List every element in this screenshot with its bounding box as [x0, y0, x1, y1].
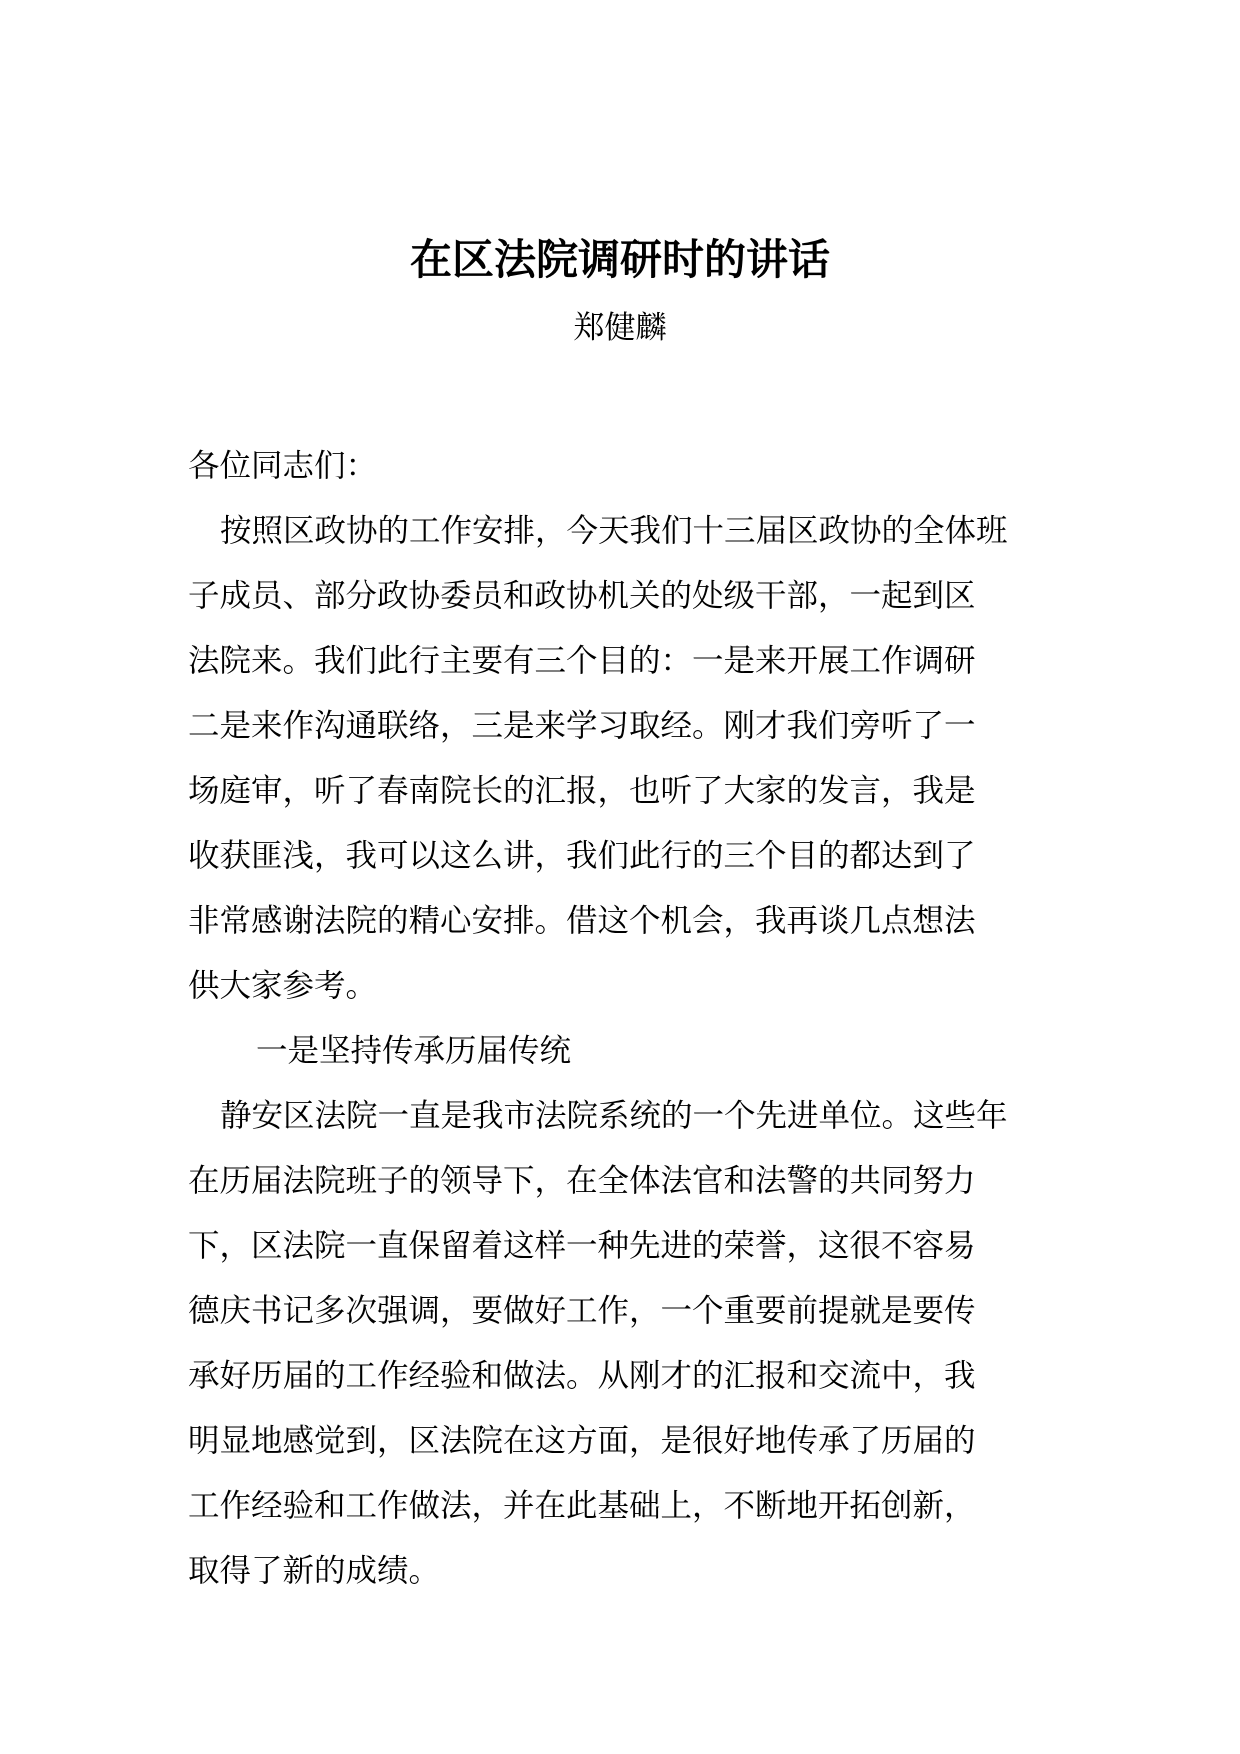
section-heading: 一是坚持传承历届传统	[256, 1033, 572, 1069]
salutation: 各位同志们：	[188, 448, 378, 484]
paragraph-2	[188, 1084, 1068, 1604]
paragraph-line: 非常感谢法院的精心安排。借这个机会，我再谈几点想法	[188, 903, 976, 939]
paragraph-line: 按照区政协的工作安排，今天我们十三届区政协的全体班	[220, 513, 1008, 549]
paragraph-line: 在历届法院班子的领导下，在全体法官和法警的共同努力	[188, 1163, 976, 1199]
document-author: 郑健麟	[573, 310, 667, 346]
paragraph-line: 二是来作沟通联络，三是来学习取经。刚才我们旁听了一	[188, 708, 976, 744]
paragraph-line: 工作经验和工作做法，并在此基础上，不断地开拓创新，	[188, 1488, 976, 1524]
paragraph-line: 承好历届的工作经验和做法。从刚才的汇报和交流中，我	[188, 1358, 976, 1394]
paragraph-line: 下，区法院一直保留着这样一种先进的荣誉，这很不容易	[188, 1228, 976, 1264]
paragraph-1	[188, 499, 1068, 1019]
paragraph-line: 取得了新的成绩。	[188, 1553, 441, 1589]
document-title: 在区法院调研时的讲话	[409, 235, 830, 284]
paragraph-line: 静安区法院一直是我市法院系统的一个先进单位。这些年	[220, 1098, 1008, 1134]
paragraph-line: 德庆书记多次强调，要做好工作，一个重要前提就是要传	[188, 1293, 976, 1329]
paragraph-line: 子成员、部分政协委员和政协机关的处级干部，一起到区	[188, 578, 976, 614]
paragraph-line: 收获匪浅，我可以这么讲，我们此行的三个目的都达到了	[188, 838, 976, 874]
paragraph-line: 供大家参考。	[188, 968, 378, 1004]
paragraph-line: 明显地感觉到，区法院在这方面，是很好地传承了历届的	[188, 1423, 976, 1459]
paragraph-line: 场庭审，听了春南院长的汇报，也听了大家的发言，我是	[188, 773, 976, 809]
document-body	[188, 434, 1068, 1604]
paragraph-line: 法院来。我们此行主要有三个目的：一是来开展工作调研	[188, 643, 976, 679]
